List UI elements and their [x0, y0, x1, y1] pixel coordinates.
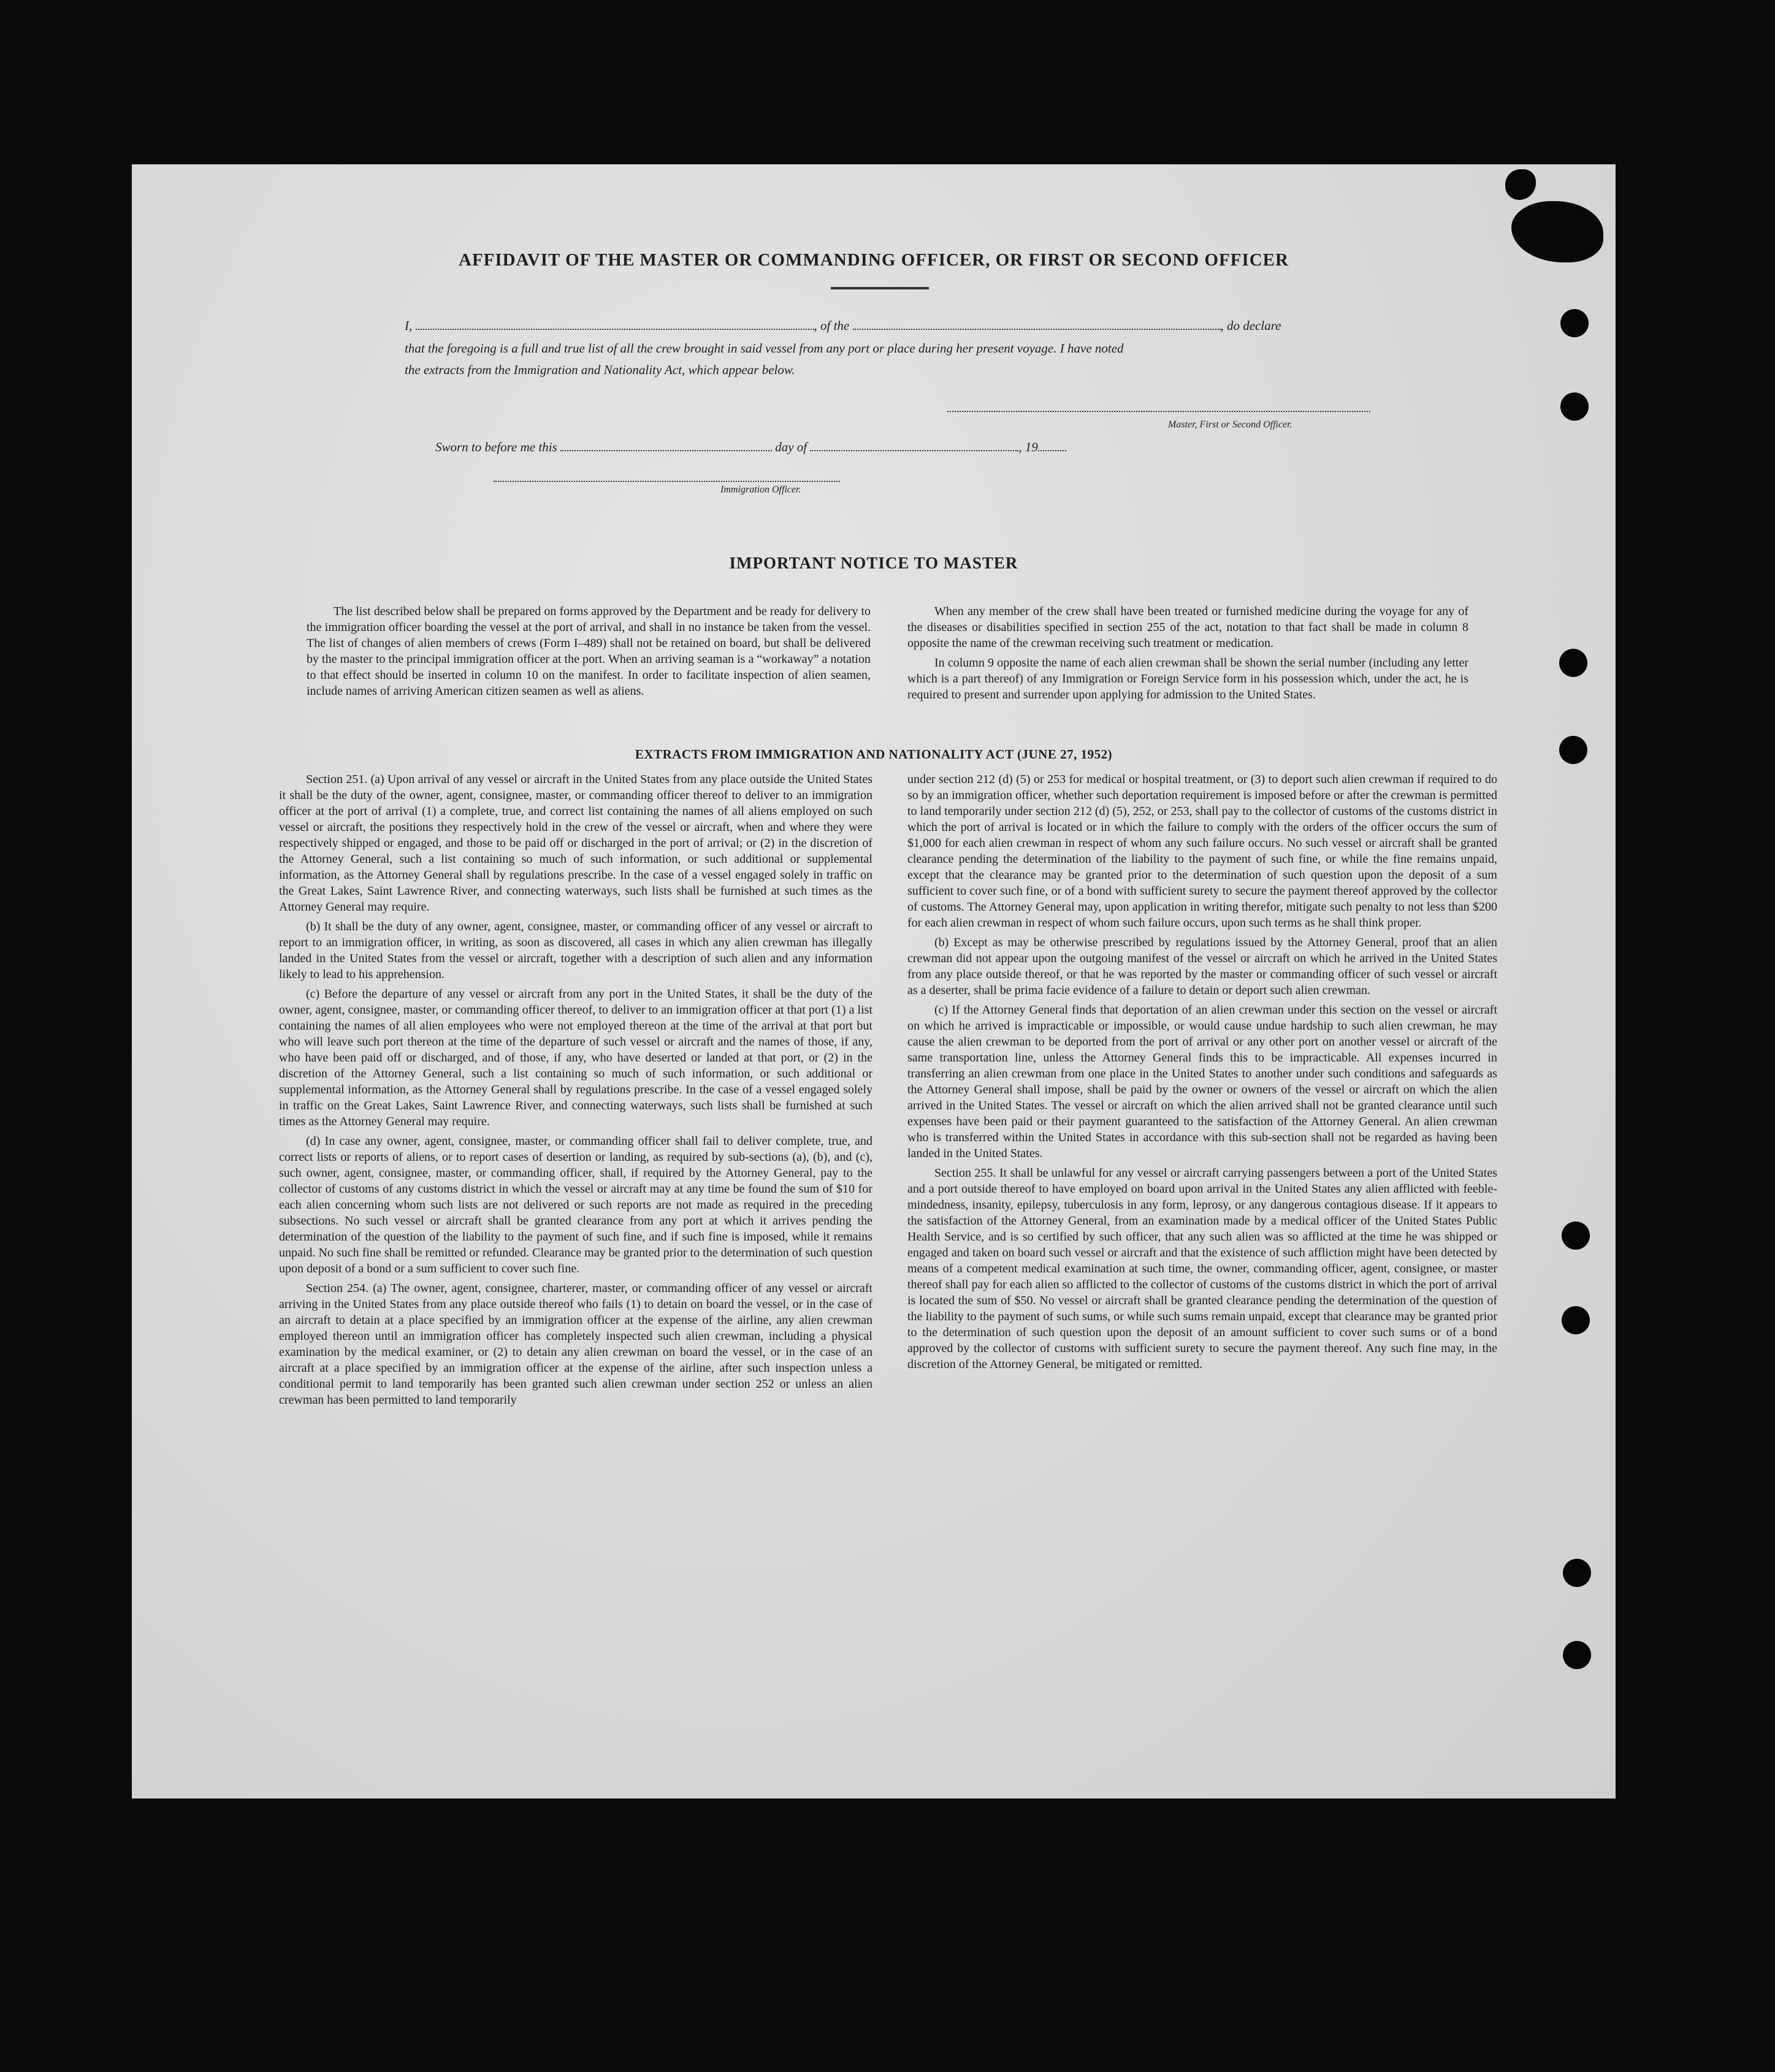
notice-title: IMPORTANT NOTICE TO MASTER: [729, 554, 1018, 572]
notice-right-paragraph-2: In column 9 opposite the name of each alien crewman shall be shown the serial number (including any letter which is a part thereof) of any Immigration or Foreign Service form in his possession which, under the act, he is required to present and surrender upon applying for admission to the United States.: [907, 656, 1468, 701]
section-251-b: (b) It shall be the duty of any owner, agent, consignee, master, or commanding officer of any vessel or aircraft to report to an immigration officer, in writing, as soon as discovered, all cases in which any alien crewman has illegally landed in the United States from the vessel or aircraft, together with a description of such alien and any information likely to lead to his apprehension.: [279, 920, 872, 981]
punch-hole: [1563, 1559, 1591, 1587]
punch-hole: [1560, 392, 1589, 421]
sworn-year-field[interactable]: [1038, 446, 1066, 451]
punch-hole: [1562, 1221, 1590, 1250]
of-the-label: , of the: [814, 318, 850, 333]
ink-stain: [1505, 169, 1536, 200]
notice-left-column: [307, 603, 871, 726]
extracts-left-column: [279, 771, 872, 1618]
declarant-prefix: I,: [405, 318, 413, 333]
sworn-day-field[interactable]: [560, 446, 772, 451]
punch-hole: [1560, 309, 1589, 337]
vessel-name-field[interactable]: [853, 325, 1221, 330]
section-251-d: (d) In case any owner, agent, consignee, master, or commanding officer shall fail to deliver complete, true, and correct lists or reports of aliens, or to report cases of desertion or landing, as required by sub-sections (a), (b), and (c), such owner, agent, consignee, master, or commanding officer, shall, if required by the Attorney General, pay to the collector of customs of any customs district in which the vessel or aircraft may at any time be found the sum of $10 for each alien concerning whom such lists are not delivered or such reports are not made as required in the preceding subsections. No such vessel or aircraft shall be granted clearance from any port at which it arrives pending the determination of the question of the liability to the payment of such fine, and if such fine is imposed, while it remains unpaid. No such fine shall be remitted or refunded. Clearance may be granted prior to the determination of such question upon deposit of a bond or a sum sufficient to cover such fine.: [279, 1134, 872, 1275]
master-signature-line[interactable]: [947, 410, 1370, 412]
officer-signature-caption: Immigration Officer.: [720, 484, 801, 495]
officer-signature-line[interactable]: [494, 480, 840, 482]
year-prefix: , 19: [1018, 440, 1038, 454]
section-254-a-continued: under section 212 (d) (5) or 253 for medical or hospital treatment, or (3) to deport such alien crewman if required to do so by an immigration officer, whether such deportation requirement is imposed before or after the crewman is permitted to land temporarily under section 212 (d) (5), 252, or 253, shall pay to the collector of customs of the customs district in which the port of arrival is located or in which the failure to comply with the orders of the officer occurs the sum of $1,000 for each alien crewman in respect of whom any such failure occurs. No such vessel or aircraft shall be granted clearance pending the determination of the liability to the payment of such fine, or while the fine remains unpaid, except that the clearance may be granted prior to the determination of such question upon the deposit of a sum sufficient to cover such fine, or of a bond with sufficient surety to secure the payment thereof approved by the collector of customs. The Attorney General may, upon application in writing therefor, mitigate such penalty to not less than $200 for each alien crewman in respect of whom such failure occurs, upon such terms as he shall think proper.: [907, 773, 1497, 930]
declaration-line-2: that the foregoing is a full and true list of all the crew brought in said vessel from any port or place during her present voyage. I have noted: [405, 341, 1124, 356]
declaration-line-1: [405, 315, 1496, 336]
section-254-a: Section 254. (a) The owner, agent, consignee, charterer, master, or commanding officer of any vessel or aircraft arriving in the United States from any place outside thereof who fails (1) to detain on board the vessel, or in the case of an aircraft to detain at a place specified by an immigration officer at the expense of the airline, any alien crewman employed thereon until an immigration officer has completely inspected such alien crewman, including a physical examination by the medical examiner, or (2) to detain any alien crewman on board the vessel, or in the case of an aircraft at a place specified by an immigration officer at the expense of the airline, after such inspection unless a conditional permit to land temporarily has been granted such alien crewman under section 252 or unless an alien crewman has been permitted to land temporarily: [279, 1282, 872, 1407]
day-of-label: day of: [775, 440, 807, 454]
sworn-line: [435, 437, 1527, 457]
notice-right-column: [907, 603, 1468, 732]
declare-label: , do declare: [1220, 318, 1281, 333]
section-254-b: (b) Except as may be otherwise prescribed by regulations issued by the Attorney General, proof that an alien crewman did not appear upon the outgoing manifest of the vessel or aircraft on which he arrived in the United States from any place outside thereof, or that he was reported by the master or commanding officer of such vessel or aircraft as a deserter, shall be prima facie evidence of a failure to detain or deport such alien crewman.: [907, 936, 1497, 997]
declarant-name-field[interactable]: [416, 325, 814, 330]
section-255: Section 255. It shall be unlawful for any vessel or aircraft carrying passengers between a port of the United States and a port outside thereof to have employed on board upon arrival in the United States any alien afflicted with feeble-mindedness, insanity, epilepsy, tuberculosis in any form, leprosy, or any dangerous contagious disease. If it appears to the satisfaction of the Attorney General, from an examination made by a medical officer of the United States Public Health Service, and is so certified by such officer, that any such alien was so afflicted at the time he was shipped or engaged and taken on board such vessel or aircraft and that the existence of such affliction might have been detected by means of a competent medical examination at such time, the owner, commanding officer, agent, consignee, or master thereof shall pay for each alien so afflicted to the collector of customs of the customs district in which the port of arrival is located the sum of $50. No vessel or aircraft shall be granted clearance pending the determination of the question of the liability to the payment of such sums, or while such sums remain unpaid, except that clearance may be granted prior to the determination of such question upon the deposit of an amount sufficient to cover such sums or of a bond approved by the collector of customs with sufficient surety to secure the payment thereof. Any such fine may, in the discretion of the Attorney General, be mitigated or remitted.: [907, 1166, 1497, 1371]
sworn-month-field[interactable]: [810, 446, 1018, 451]
master-signature-caption: Master, First or Second Officer.: [1168, 419, 1292, 430]
affidavit-title: AFFIDAVIT OF THE MASTER OR COMMANDING OFFICER, OR FIRST OR SECOND OFFICER: [459, 250, 1289, 270]
punch-hole: [1562, 1306, 1590, 1334]
declaration-line-3: the extracts from the Immigration and Nationality Act, which appear below.: [405, 362, 795, 377]
notice-left-paragraph: The list described below shall be prepared on forms approved by the Department and be ready for delivery to the immigration officer boarding the vessel at the port of arrival, and shall in no instance be taken from the vessel. The list of changes of alien members of crews (Form I–489) shall not be retained on board, but shall be delivered by the master to the principal immigration officer at the port. When an arriving seaman is a “workaway” a notation to that effect should be inserted in column 10 on the manifest. In order to facilitate inspection of alien seamen, include names of arriving American citizen seamen as well as aliens.: [307, 605, 871, 698]
section-251-c: (c) Before the departure of any vessel or aircraft from any port in the United States, it shall be the duty of the owner, agent, consignee, master, or commanding officer thereof, to deliver to an immigration officer at that port (1) a list containing the names of all alien employees who were not employed thereon at the time of the arrival at that port but who will leave such port thereon at the time of the departure of such vessel or aircraft and the names of those, if any, who have been paid off or discharged, and of those, if any, who have deserted or landed at that port, or (2) in the discretion of the Attorney General, such a list containing so much of such information, or such additional or supplemental information, as the Attorney General shall by regulations prescribe. In the case of a vessel engaged solely in traffic on the Great Lakes, Saint Lawrence River, and connecting waterways, such lists shall be furnished at such times as the Attorney General may require.: [279, 987, 872, 1128]
document-page: [132, 164, 1616, 1799]
punch-hole: [1563, 1641, 1591, 1669]
notice-right-paragraph-1: When any member of the crew shall have been treated or furnished medicine during the voyage for any of the diseases or disabilities specified in section 255 of the act, notation to that fact shall be made in column 8 opposite the name of the crewman receiving such treatment or medication.: [907, 605, 1468, 650]
sworn-label: Sworn to before me this: [435, 440, 557, 454]
title-rule: [831, 287, 929, 289]
punch-hole: [1559, 649, 1587, 677]
section-254-c: (c) If the Attorney General finds that deportation of an alien crewman under this section on the vessel or aircraft on which he arrived is impracticable or impossible, or would cause undue hardship to such alien crewman, he may cause the alien crewman to be deported from the port of arrival or any other port on another vessel or aircraft of the same transportation line, unless the Attorney General finds this to be impracticable. All expenses incurred in transferring an alien crewman from one place in the United States to another under such conditions and safeguards as the Attorney General shall impose, shall be paid by the owner or owners of the vessel or aircraft on which the alien arrived in the United States. The vessel or aircraft on which the alien arrived shall not be granted clearance until such expenses have been paid or their payment guaranteed to the satisfaction of the Attorney General. An alien crewman who is transferred within the United States in accordance with this sub-section shall not be regarded as having been landed in the United States.: [907, 1003, 1497, 1160]
extracts-right-column: [907, 771, 1497, 1618]
section-251-a: Section 251. (a) Upon arrival of any vessel or aircraft in the United States from any place outside the United States it shall be the duty of the owner, agent, consignee, master, or commanding officer thereof to deliver to an immigration officer at the port of arrival (1) a complete, true, and correct list containing the names of all aliens employed on such vessel or aircraft, the positions they respectively hold in the crew of the vessel or aircraft, when and where they were respectively shipped or engaged, and those to be paid off or discharged in the port of arrival; or (2) in the discretion of the Attorney General, such a list containing so much of such information, or such additional or supplemental information, as the Attorney General shall by regulations prescribe. In the case of a vessel engaged solely in traffic on the Great Lakes, Saint Lawrence River, and connecting waterways, such lists shall be furnished at such times as the Attorney General may require.: [279, 773, 872, 914]
extracts-title: EXTRACTS FROM IMMIGRATION AND NATIONALITY ACT (JUNE 27, 1952): [635, 747, 1113, 762]
